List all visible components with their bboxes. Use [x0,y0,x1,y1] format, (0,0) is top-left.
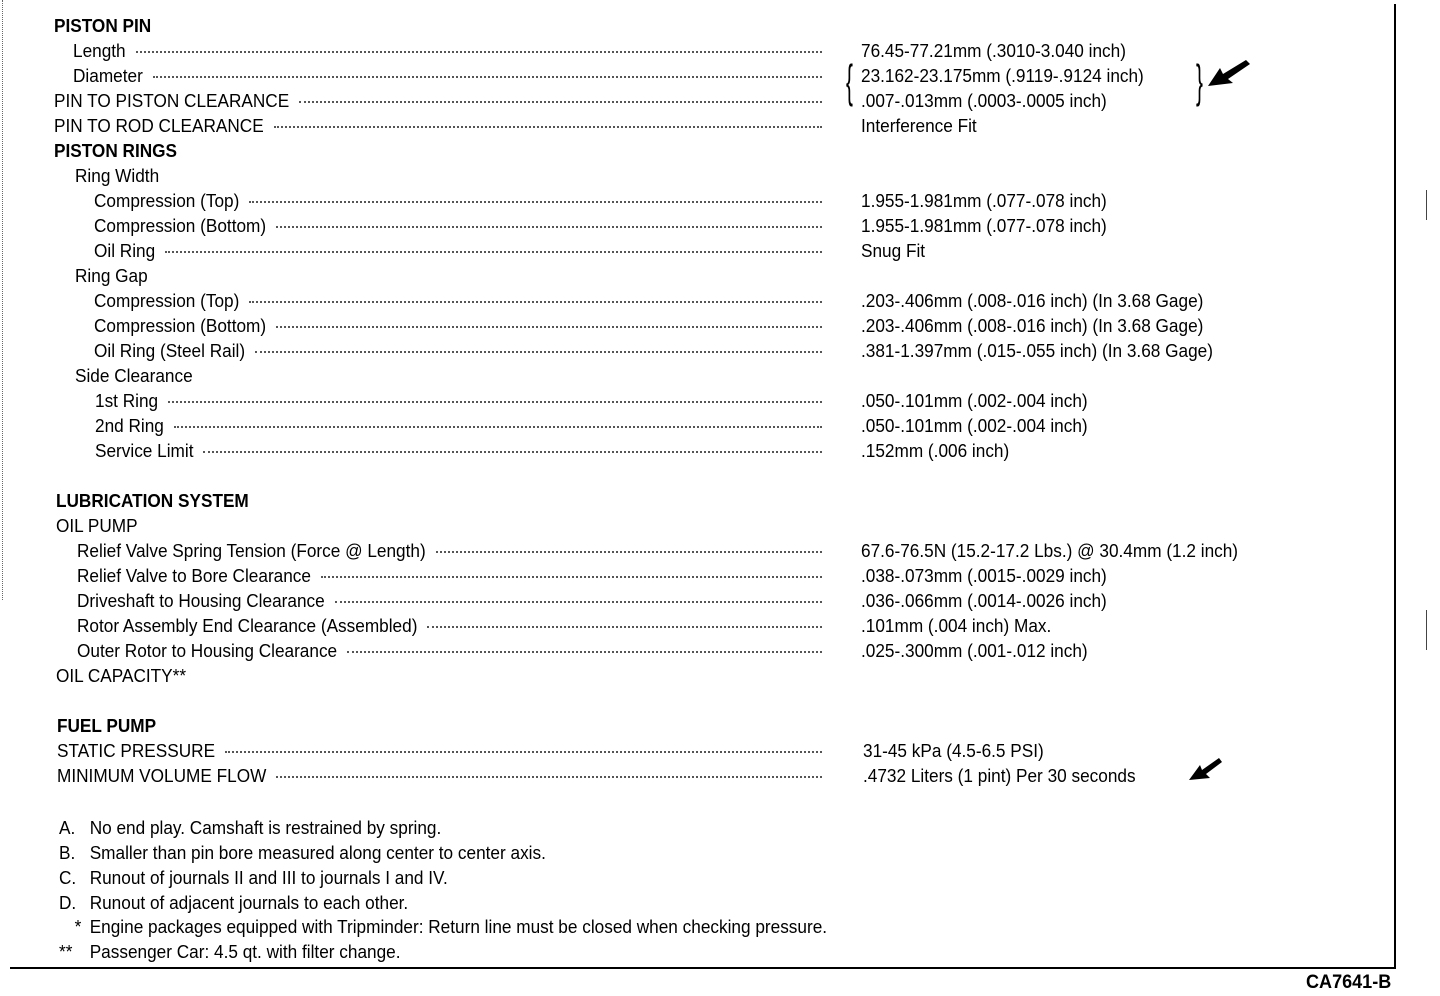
spec-row [0,614,1400,639]
leader-dots [335,601,822,603]
spec-row [0,539,1400,564]
spec-value: .036-.066mm (.0014-.0026 inch) [861,590,1107,611]
spec-value: 31-45 kPa (4.5-6.5 PSI) [863,740,1044,761]
spec-value: .203-.406mm (.008-.016 inch) (In 3.68 Gage) [861,315,1204,336]
spec-row [0,39,1400,64]
spec-row [0,289,1400,314]
footnote-text: Passenger Car: 4.5 qt. with filter change. [89,941,401,962]
leader-dots [136,51,822,53]
spec-label: Driveshaft to Housing Clearance [77,590,325,611]
leader-dots [168,401,822,403]
spec-label: STATIC PRESSURE [57,740,216,761]
spec-subheading: Ring Gap [75,265,148,286]
spec-label: Oil Ring (Steel Rail) [94,340,246,361]
spec-row [0,164,1400,189]
footnote [59,866,448,891]
spec-heading: PISTON RINGS [54,140,178,161]
spec-label: Service Limit [95,440,194,461]
spec-label: PIN TO ROD CLEARANCE [54,115,264,136]
figure-code: CA7641-B [1306,972,1392,993]
footnote [59,816,441,841]
spec-row [0,139,1400,164]
spec-row [0,264,1400,289]
spec-subheading: Side Clearance [75,365,193,386]
footnote-mark: D. [59,892,77,913]
leader-dots [225,751,822,753]
spec-row [0,114,1400,139]
spec-value: 67.6-76.5N (15.2-17.2 Lbs.) @ 30.4mm (1.2 inch) [861,540,1239,561]
spec-value: .152mm (.006 inch) [861,440,1010,461]
spec-label: Length [73,40,126,61]
scan-edge-mark [1426,610,1427,650]
leader-dots [255,351,822,353]
spec-label: Compression (Bottom) [94,315,267,336]
footnote [59,915,827,940]
footnote-text: Smaller than pin bore measured along center to center axis. [89,842,546,863]
spec-row [0,64,1400,89]
spec-label: MINIMUM VOLUME FLOW [57,765,267,786]
spec-row [0,664,1400,689]
spec-row [0,564,1400,589]
spec-row [0,314,1400,339]
spec-label: 2nd Ring [95,415,164,436]
spec-label: 1st Ring [95,390,159,411]
spec-label: Compression (Top) [94,190,240,211]
spec-label: Compression (Bottom) [94,215,267,236]
spec-label: Relief Valve to Bore Clearance [77,565,311,586]
spec-subheading: Ring Width [75,165,160,186]
spec-label: Relief Valve Spring Tension (Force @ Length) [77,540,426,561]
leader-dots [276,776,822,778]
footnote-mark: B. [59,842,76,863]
spec-row [0,639,1400,664]
leader-dots [165,251,822,253]
leader-dots [203,451,822,453]
spec-value: .038-.073mm (.0015-.0029 inch) [861,565,1107,586]
spec-label: OIL CAPACITY** [56,665,187,686]
leader-dots [436,551,822,553]
spec-value: .101mm (.004 inch) Max. [861,615,1052,636]
footnote [59,841,546,866]
spec-row [0,489,1400,514]
footnote [59,891,408,916]
leader-dots [249,301,822,303]
spec-row [0,514,1400,539]
spec-row [0,339,1400,364]
leader-dots [274,126,822,128]
spec-value: 76.45-77.21mm (.3010-3.040 inch) [861,40,1126,61]
leader-dots [347,651,822,653]
footnote-text: Runout of adjacent journals to each other. [89,892,409,913]
spec-value: .4732 Liters (1 pint) Per 30 seconds [863,765,1136,786]
spec-subheading: OIL PUMP [56,515,138,536]
spec-heading: FUEL PUMP [57,715,157,736]
spec-label: Oil Ring [94,240,156,261]
spec-value: .050-.101mm (.002-.004 inch) [861,390,1088,411]
leader-dots [174,426,822,428]
footnote-text: Runout of journals II and III to journals I and IV. [89,867,448,888]
spec-value: .007-.013mm (.0003-.0005 inch) [861,90,1107,111]
spec-label: Diameter [73,65,143,86]
spec-row [0,189,1400,214]
spec-value: 1.955-1.981mm (.077-.078 inch) [861,215,1107,236]
leader-dots [276,226,822,228]
spec-row [0,14,1400,39]
footnote-text: Engine packages equipped with Tripminder: Return line must be closed when checking pressure. [89,916,828,937]
right-brace: } [1196,55,1203,107]
spec-label: Rotor Assembly End Clearance (Assembled) [77,615,418,636]
leader-dots [249,201,822,203]
footnote-mark: A. [59,817,76,838]
spec-row [0,239,1400,264]
spec-value: .203-.406mm (.008-.016 inch) (In 3.68 Gage) [861,290,1204,311]
leader-dots [276,326,822,328]
leader-dots [321,576,822,578]
revision-arrow-icon [1188,756,1224,784]
spec-row [0,214,1400,239]
footnote [59,940,400,965]
spec-value: .050-.101mm (.002-.004 inch) [861,415,1088,436]
footnote-mark: C. [59,867,77,888]
footnote-mark: * [74,916,82,937]
leader-dots [299,101,822,103]
spec-value: Interference Fit [861,115,977,136]
spec-value: 23.162-23.175mm (.9119-.9124 inch) [861,65,1144,86]
spec-row [0,414,1400,439]
revision-arrow-icon [1206,56,1254,90]
spec-row [0,714,1400,739]
spec-value: .381-1.397mm (.015-.055 inch) (In 3.68 Gage) [861,340,1213,361]
leader-dots [427,626,822,628]
spec-row [0,89,1400,114]
spec-row [0,439,1400,464]
spec-row [0,589,1400,614]
scan-edge-mark [1426,190,1427,220]
spec-label: PIN TO PISTON CLEARANCE [54,90,290,111]
footnote-mark: ** [59,941,73,962]
spec-label: Compression (Top) [94,290,240,311]
spec-value: .025-.300mm (.001-.012 inch) [861,640,1088,661]
spec-row [0,364,1400,389]
spec-value: 1.955-1.981mm (.077-.078 inch) [861,190,1107,211]
leader-dots [153,76,822,78]
spec-heading: PISTON PIN [54,15,152,36]
spec-label: Outer Rotor to Housing Clearance [77,640,338,661]
spec-row [0,389,1400,414]
spec-heading: LUBRICATION SYSTEM [56,490,249,511]
spec-value: Snug Fit [861,240,926,261]
left-brace: { [846,55,853,107]
footnote-text: No end play. Camshaft is restrained by spring. [89,817,442,838]
